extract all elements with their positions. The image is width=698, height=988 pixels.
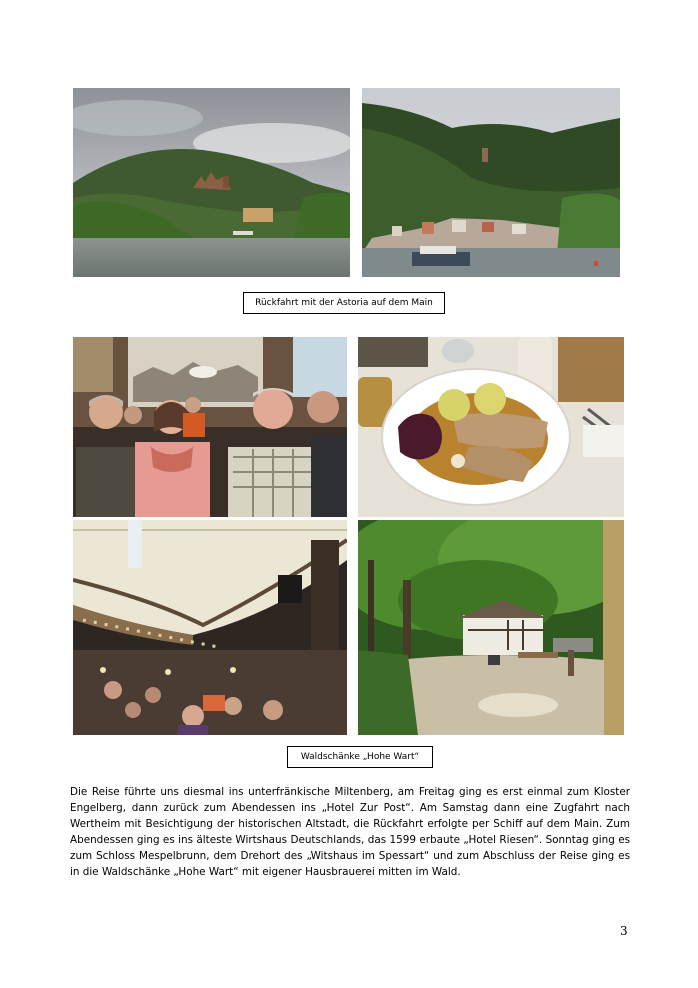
photo-food-plate xyxy=(358,337,624,517)
caption-river-trip: Rückfahrt mit der Astoria auf dem Main xyxy=(243,292,445,314)
photo-tent-interior xyxy=(73,520,347,735)
photo-restaurant-group xyxy=(73,337,347,517)
photo-forest-inn xyxy=(358,520,624,735)
page-number: 3 xyxy=(620,924,628,938)
photo-river-castle xyxy=(73,88,350,277)
caption-waldschaenke: Waldschänke „Hohe Wart“ xyxy=(287,746,433,768)
body-paragraph: Die Reise führte uns diesmal ins unterfränkische Miltenberg, am Freitag ging es erst einmal zum Kloster Engelberg, dann zurück zum Abendessen ins „Hotel Zur Post“. Am Samstag dann eine Zugfahrt nach Wertheim mit Besichtigung der historischen Altstadt, die Rückfahrt erfolgte per Schiff auf dem Main. Zum Abendessen ging es ins älteste Wirtshaus Deutschlands, das 1599 erbaute „Hotel Riesen“. Sonntag ging es zum Schloss Mespelbrunn, dem Drehort des „Witshaus im Spessart“ und zum Abschluss der Reise ging es in die Waldschänke „Hohe Wart“ mit eigener Hausbrauerei mitten im Wald. xyxy=(70,786,630,878)
photo-town-ship xyxy=(362,88,620,277)
